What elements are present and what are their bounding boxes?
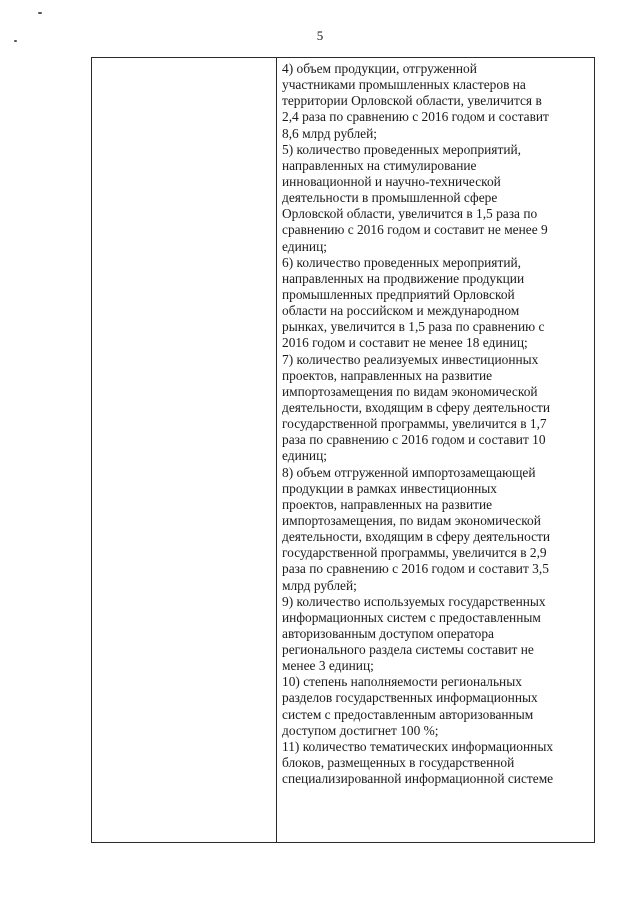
text-line: сравнению с 2016 годом и составит не менее 9	[282, 222, 548, 238]
text-line: разделов государственных информационных	[282, 690, 538, 706]
text-line: 11) количество тематических информационных	[282, 738, 554, 754]
text-line: проектов, направленных на развитие	[282, 367, 493, 383]
text-line: государственной программы, увеличится в 2,9	[282, 545, 547, 561]
text-line: систем с предоставленным авторизованным	[282, 706, 534, 722]
text-line: единиц;	[282, 238, 327, 254]
text-line: доступом достигнет 100 %;	[282, 722, 439, 738]
text-line: 7) количество реализуемых инвестиционных	[282, 351, 539, 367]
page-number: 5	[316, 28, 324, 43]
text-line: деятельности, входящим в сферу деятельности	[282, 529, 551, 545]
text-line: 4) объем продукции, отгруженной	[282, 61, 477, 76]
text-line: инновационной и научно-технической	[282, 173, 501, 189]
text-line: продукции в рамках инвестиционных	[282, 480, 497, 496]
text-line: импортозамещения по видам экономической	[282, 383, 538, 399]
text-line: информационных систем с предоставленным	[282, 609, 541, 625]
text-line: 5) количество проведенных мероприятий,	[282, 141, 521, 157]
text-line: единиц;	[282, 448, 327, 464]
text-line: направленных на продвижение продукции	[282, 270, 525, 286]
text-line: участниками промышленных кластеров на	[282, 77, 526, 93]
text-line: 2016 годом и составит не менее 18 единиц;	[282, 335, 528, 351]
text-line: деятельности в промышленной сфере	[282, 190, 498, 206]
text-line: авторизованным доступом оператора	[282, 625, 494, 641]
text-line: 8,6 млрд рублей;	[282, 125, 377, 141]
text-line: Орловской области, увеличится в 1,5 раза по	[282, 206, 538, 222]
text-line: регионального раздела системы составит не	[282, 642, 534, 658]
text-line: государственной программы, увеличится в 1,7	[282, 416, 547, 432]
text-line: млрд рублей;	[282, 577, 357, 593]
text-line: области на российском и международном	[282, 303, 520, 319]
text-line: территории Орловской области, увеличится в	[282, 93, 542, 109]
text-line: раза по сравнению с 2016 годом и составит 3,5	[282, 561, 549, 577]
text-line: 10) степень наполняемости региональных	[282, 674, 522, 690]
text-line: промышленных предприятий Орловской	[282, 286, 515, 302]
table-right-cell	[282, 61, 593, 787]
text-line: рынках, увеличится в 1,5 раза по сравнению с	[282, 319, 545, 335]
column-divider	[276, 58, 277, 842]
text-line: 2,4 раза по сравнению с 2016 годом и составит	[282, 109, 549, 125]
scan-speck	[38, 12, 42, 14]
text-line: 9) количество используемых государственных	[282, 593, 546, 609]
text-line: деятельности, входящим в сферу деятельности	[282, 399, 551, 415]
text-line: менее 3 единиц;	[282, 658, 374, 674]
text-line: направленных на стимулирование	[282, 157, 477, 173]
text-line: блоков, размещенных в государственной	[282, 755, 515, 771]
text-line: импортозамещения, по видам экономической	[282, 512, 541, 528]
text-line: 8) объем отгруженной импортозамещающей	[282, 464, 536, 480]
text-line: специализированной информационной системе	[282, 771, 554, 787]
text-line: 6) количество проведенных мероприятий,	[282, 254, 521, 270]
table-left-cell	[92, 58, 276, 842]
text-line: проектов, направленных на развитие	[282, 496, 493, 512]
document-table	[91, 57, 595, 843]
text-line: раза по сравнению с 2016 годом и составит 10	[282, 432, 546, 448]
